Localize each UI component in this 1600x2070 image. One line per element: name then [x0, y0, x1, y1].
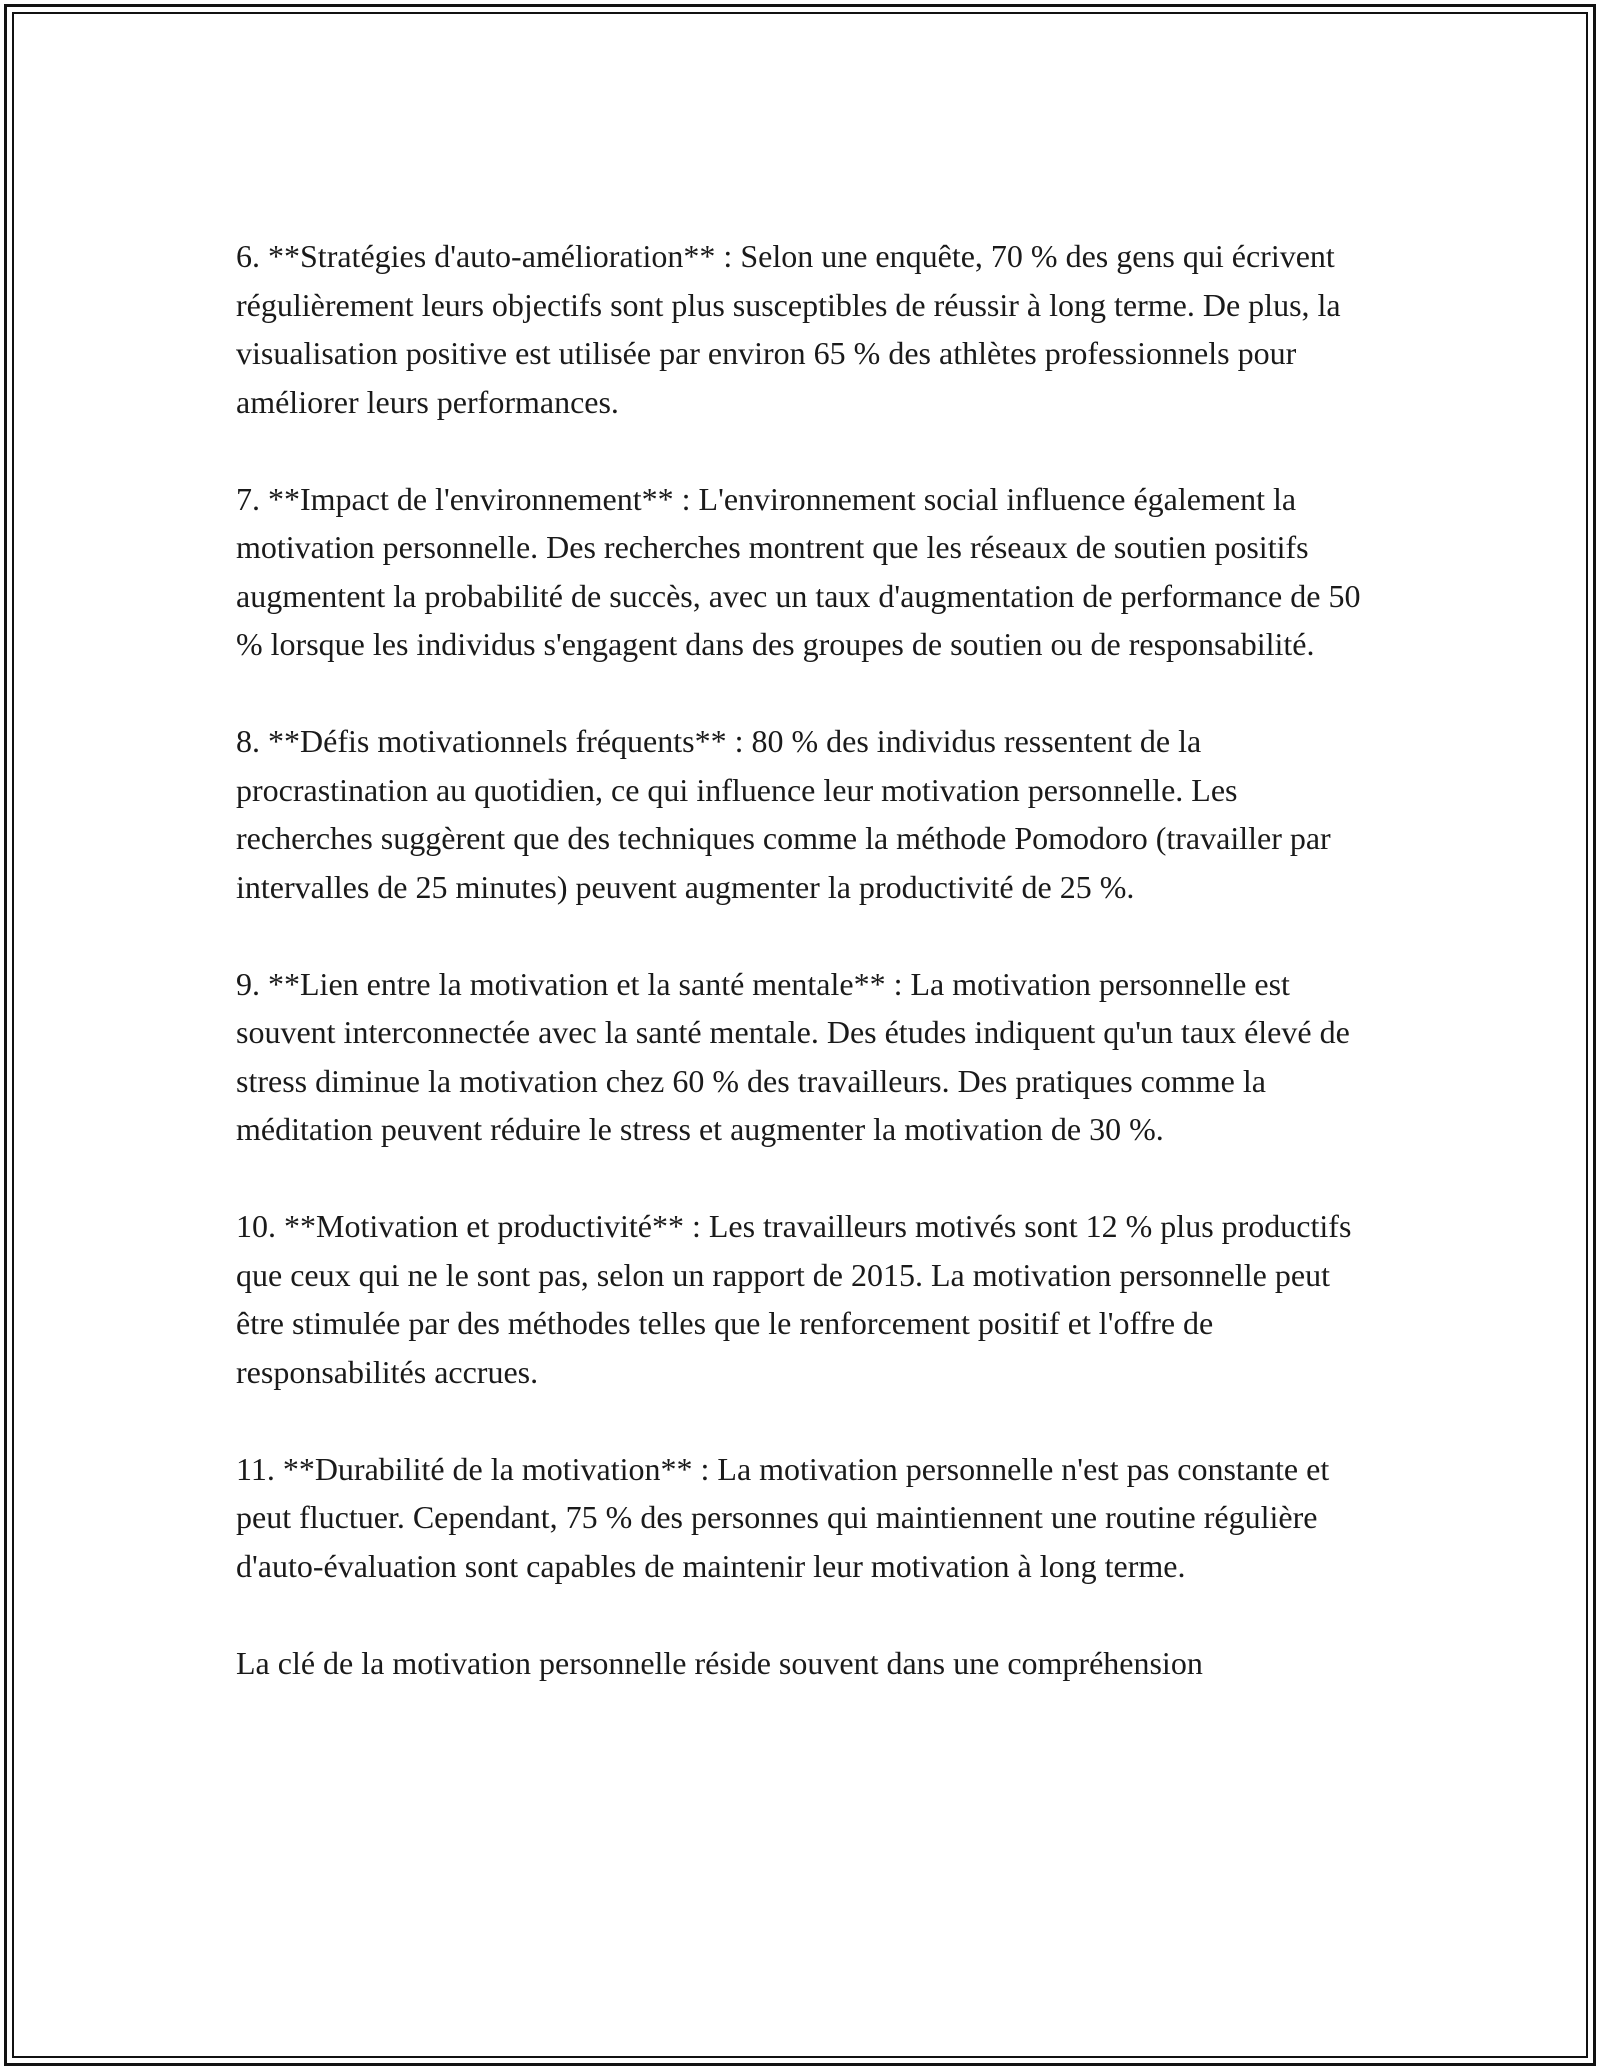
- paragraph-motivational-challenges: 8. **Défis motivationnels fréquents** : 80 % des individus ressentent de la procrastination au quotidien, ce qui influence leur motivation personnelle. Les recherches suggèrent que des techniques comme la méthode Pomodoro (travailler par intervalles de 25 minutes) peuvent augmenter la productivité de 25 %.: [236, 723, 1331, 905]
- paragraph-conclusion: La clé de la motivation personnelle réside souvent dans une compréhension: [236, 1644, 1203, 1681]
- paragraph-self-improvement: 6. **Stratégies d'auto-amélioration** : Selon une enquête, 70 % des gens qui écrivent régulièrement leurs objectifs sont plus susceptibles de réussir à long terme. De plus, la visualisation positive est utilisée par environ 65 % des athlètes professionnels pour améliorer leurs performances.: [236, 238, 1341, 420]
- document-body: [236, 232, 1366, 1687]
- paragraph-environment-impact: 7. **Impact de l'environnement** : L'environnement social influence également la motivation personnelle. Des recherches montrent que les réseaux de soutien positifs augmentent la probabilité de succès, avec un taux d'augmentation de performance de 50 % lorsque les individus s'engagent dans des groupes de soutien ou de responsabilité.: [236, 480, 1361, 662]
- paragraph-productivity: 10. **Motivation et productivité** : Les travailleurs motivés sont 12 % plus productifs que ceux qui ne le sont pas, selon un rapport de 2015. La motivation personnelle peut être stimulée par des méthodes telles que le renforcement positif et l'offre de responsabilités accrues.: [236, 1208, 1352, 1390]
- paragraph-mental-health-link: 9. **Lien entre la motivation et la santé mentale** : La motivation personnelle est souvent interconnectée avec la santé mentale. Des études indiquent qu'un taux élevé de stress diminue la motivation chez 60 % des travailleurs. Des pratiques comme la méditation peuvent réduire le stress et augmenter la motivation de 30 %.: [236, 965, 1350, 1147]
- paragraph-sustainability: 11. **Durabilité de la motivation** : La motivation personnelle n'est pas constante et peut fluctuer. Cependant, 75 % des personnes qui maintiennent une routine régulière d'auto-évaluation sont capables de maintenir leur motivation à long terme.: [236, 1450, 1330, 1584]
